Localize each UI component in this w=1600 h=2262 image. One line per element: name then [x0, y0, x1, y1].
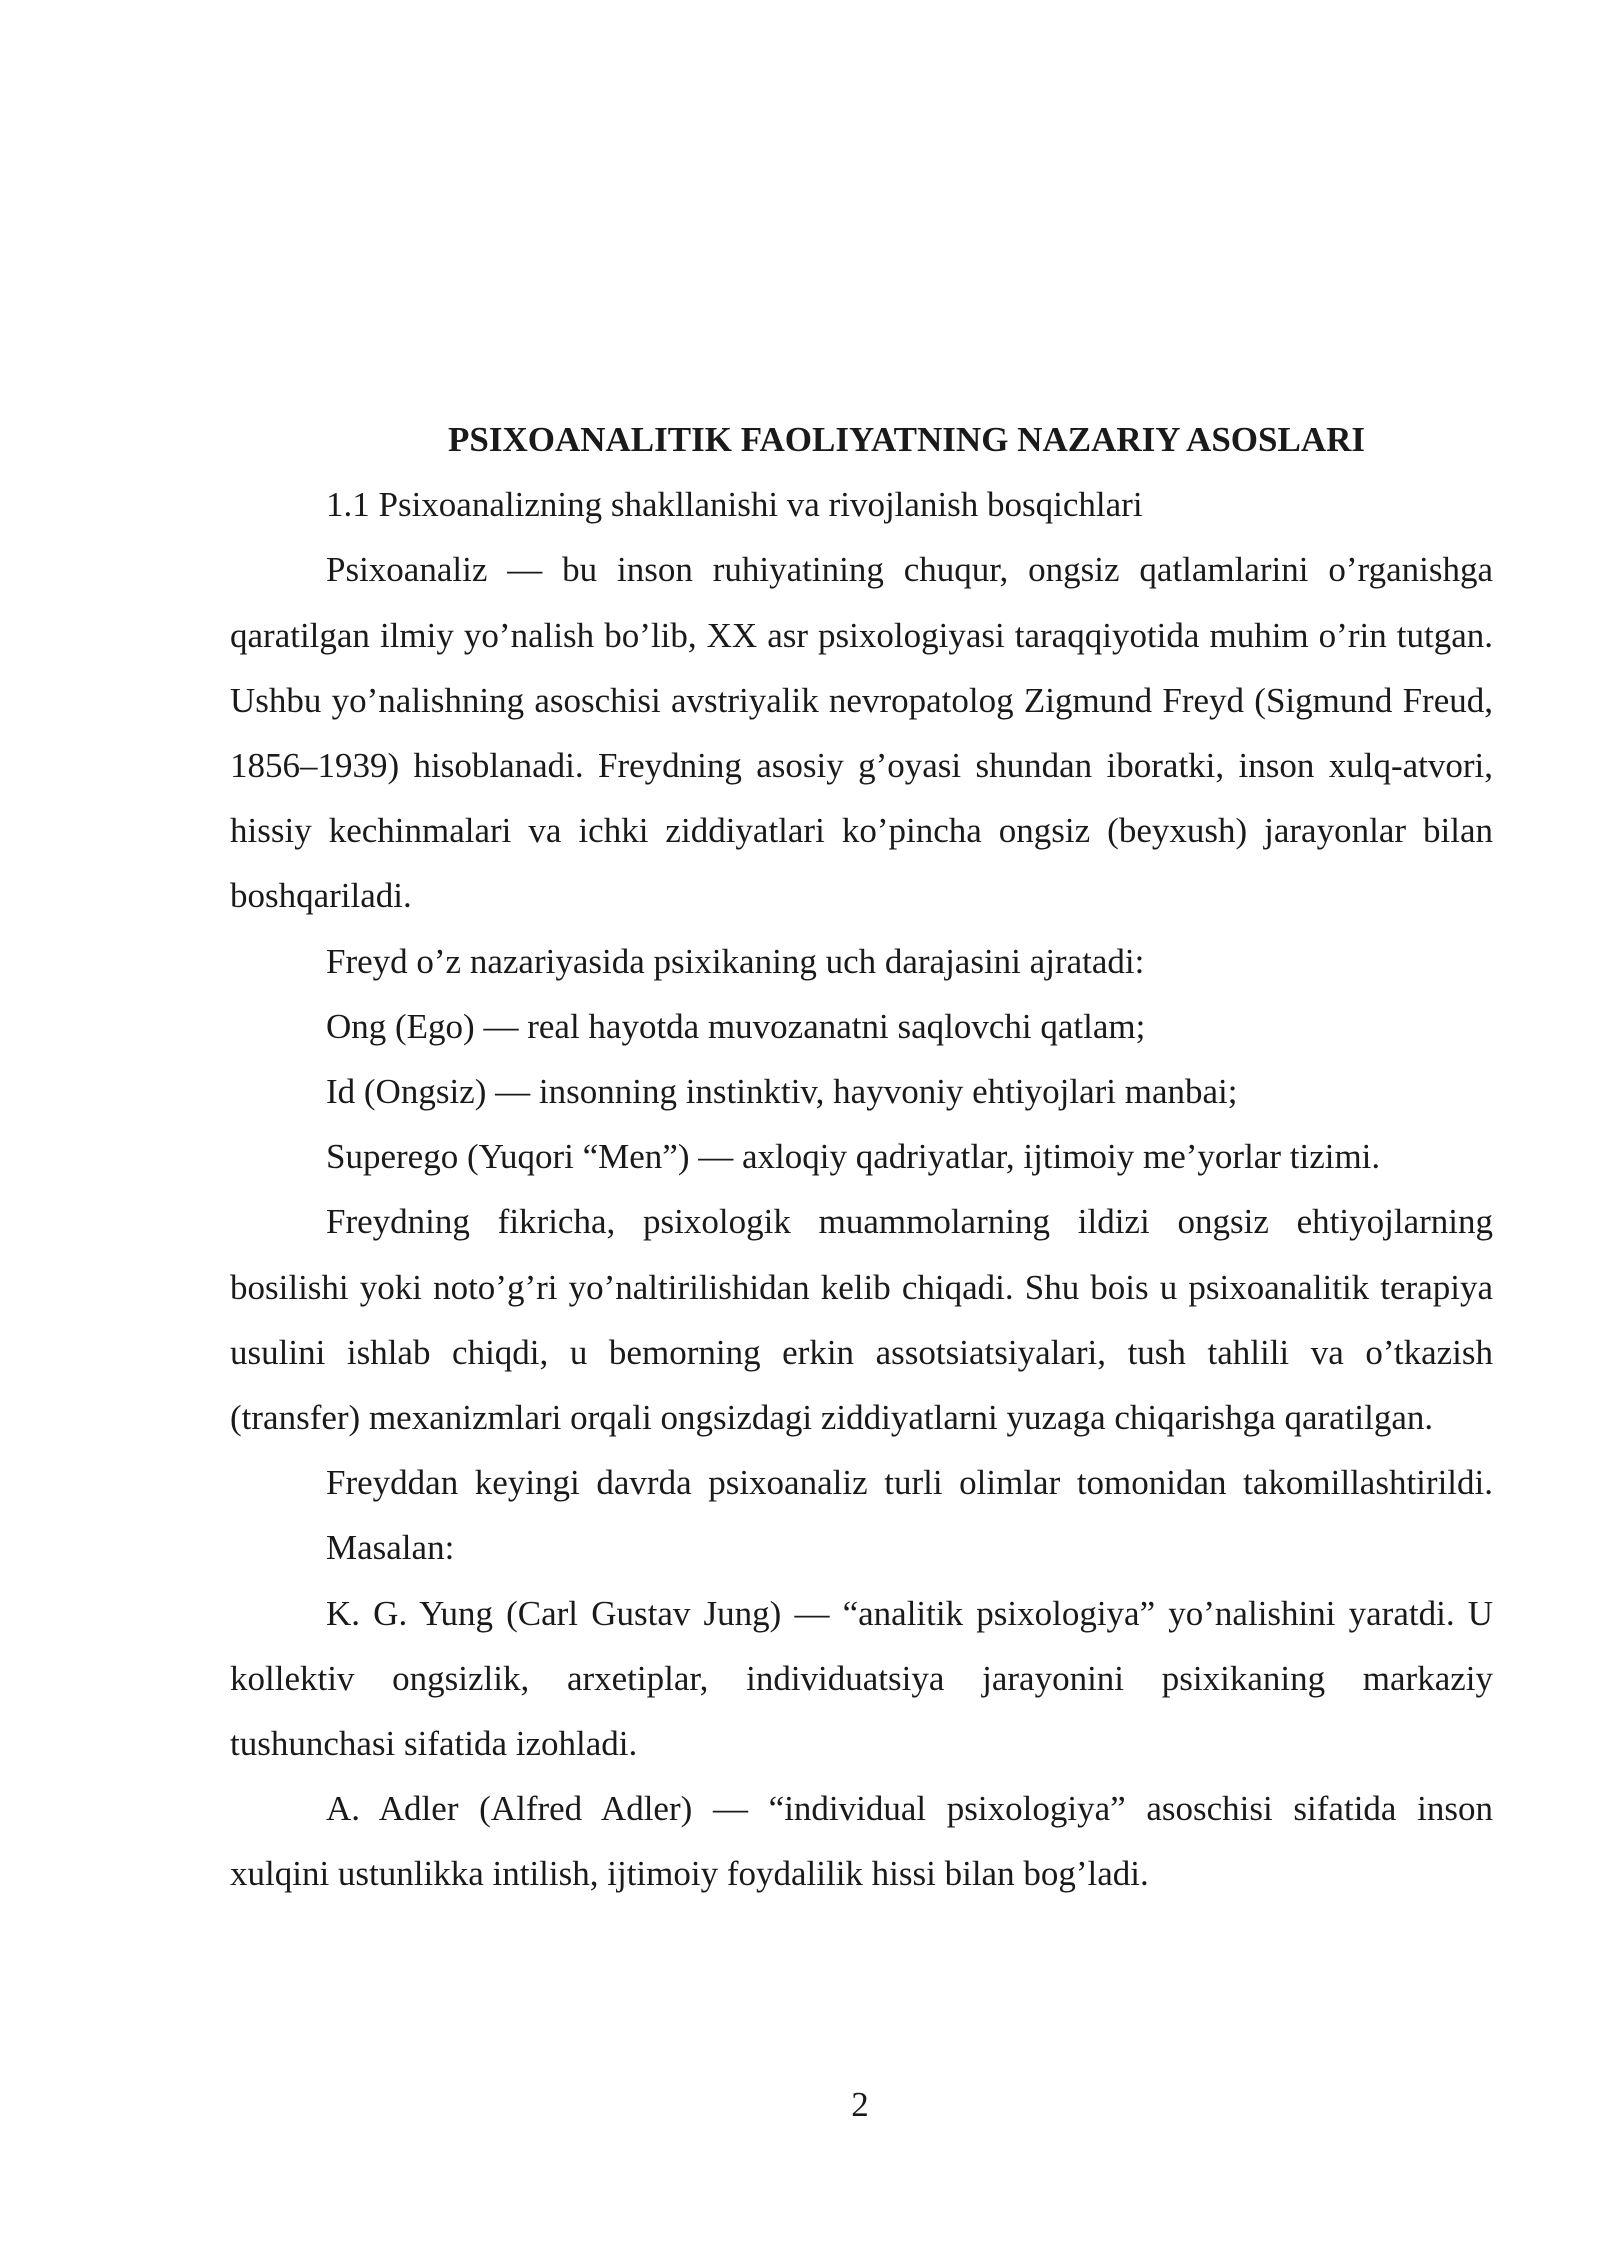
page-number: 2 — [851, 2085, 869, 2124]
paragraph-freud-opinion: Freydning fikricha, psixologik muammolarning ildizi ongsiz ehtiyojlarning bosilishi yoki noto’g’ri yo’naltirilishidan kelib chiqadi. Shu bois u psixoanalitik terapiya usulini ishlab chiqdi, u bemorning erkin assotsiatsiyalari, tush tahlili va o’tkazish (transfer) mexanizmlari orqali ongsizdagi ziddiyatlarni yuzaga chiqarishga qaratilgan. — [230, 1202, 1493, 1438]
list-item-superego: Superego (Yuqori “Men”) — axloqiy qadriyatlar, ijtimoiy me’yorlar tizimi. — [326, 1137, 1381, 1177]
paragraph-jung: K. G. Yung (Carl Gustav Jung) — “analitik psixologiya” yo’nalishini yaratdi. U kollektiv ongsizlik, arxetiplar, individuatsiya jarayonini psixikaning markaziy tushunchasi sifatida izohladi. — [230, 1593, 1493, 1764]
paragraph-after-freud: Freyddan keyingi davrda psixoanaliz turli olimlar tomonidan takomillashtirildi. — [326, 1463, 1493, 1503]
paragraph-levels-intro: Freyd o’z nazariyasida psixikaning uch darajasini ajratadi: — [326, 941, 1145, 981]
paragraph-example-label: Masalan: — [326, 1528, 455, 1568]
paragraph-adler: A. Adler (Alfred Adler) — “individual psixologiya” asoschisi sifatida inson xulqini ustunlikka intilish, ijtimoiy foydalilik hissi bilan bog’ladi. — [230, 1789, 1493, 1894]
list-item-id: Id (Ongsiz) — insonning instinktiv, hayvoniy ehtiyojlari manbai; — [326, 1072, 1238, 1112]
list-item-ego: Ong (Ego) — real hayotda muvozanatni saqlovchi qatlam; — [326, 1006, 1146, 1046]
paragraph-intro: Psixoanaliz — bu inson ruhiyatining chuqur, ongsiz qatlamlarini o’rganishga qaratilgan ilmiy yo’nalish bo’lib, XX asr psixologiyasi taraqqiyotida muhim o’rin tutgan. Ushbu yo’nalishning asoschisi avstriyalik nevropatolog Zigmund Freyd (Sigmund Freud, 1856–1939) hisoblanadi. Freydning asosiy g’oyasi shundan iboratki, inson xulq-atvori, hissiy kechinmalari va ichki ziddiyatlari ko’pincha ongsiz (beyxush) jarayonlar bilan boshqariladi. — [230, 550, 1493, 916]
section-heading: 1.1 Psixoanalizning shakllanishi va rivojlanish bosqichlari — [326, 485, 1143, 525]
document-page — [230, 407, 1493, 1907]
document-title: PSIXOANALITIK FAOLIYATNING NAZARIY ASOSLARI — [448, 420, 1365, 459]
